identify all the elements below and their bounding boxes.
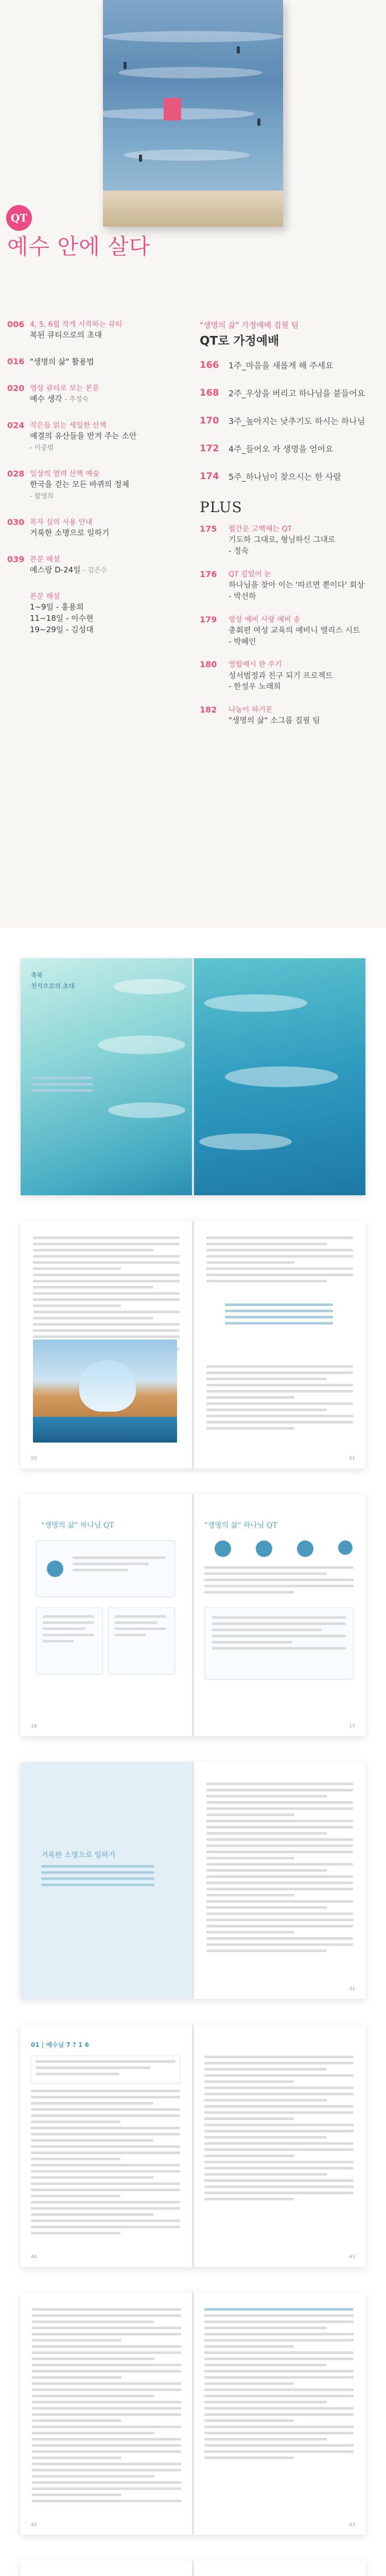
magazine-cover-image: [103, 0, 283, 227]
plus-item[interactable]: 176 QT 깊었어 눈 하나님을 찾아 이는 '따르면 뿐이다' 회상 - 박선하: [200, 569, 364, 601]
toc-item[interactable]: 020 영상 큐티로 보는 본문 예수 생각 - 추정숙: [7, 383, 100, 404]
toc-item[interactable]: 168 2주_우상을 버리고 하나님을 붙들어요: [200, 387, 365, 398]
toc-item[interactable]: 016 "생명의 삶" 활용법: [7, 357, 94, 367]
toc-item[interactable]: 166 1주_마음을 새롭게 해 주세요: [200, 360, 334, 370]
toc-item[interactable]: 170 3주_높아지는 낮추기도 하시는 하나님: [200, 415, 365, 426]
toc-item[interactable]: 030 목자 심의 사용 안내 거룩한 소명으로 일하기: [7, 517, 110, 538]
spread-week: [21, 2561, 365, 2576]
toc-item[interactable]: 006 4, 5, 6월 작게 시작하는 큐티 복된 큐티으로의 초대: [7, 319, 122, 340]
toc-item[interactable]: 174 5주_하나님이 찾으시는 한 사람: [200, 471, 341, 482]
daily-heading: 01 | 예수님 7 ? 1 6: [31, 2041, 89, 2048]
spread-daily-1: 01 | 예수님 7 ? 1 6 40 41: [21, 2025, 365, 2267]
guide-heading-right: "생명의 삶" 하나님 QT: [204, 1521, 277, 1530]
spread-title-2: 친석으로의 초대: [31, 982, 75, 990]
plus-heading: PLUS: [200, 499, 242, 516]
toc-item[interactable]: 172 4주_들어오 자 생명을 얻어요: [200, 443, 334, 454]
quote-block: [225, 1303, 333, 1328]
spread-invitation: [21, 958, 365, 1195]
family-worship-head: "생명의 삶" 가정예배 집필 팀: [200, 320, 299, 330]
plus-item[interactable]: 179 영상 예비 사랑 예비 송 총회편 여성 교육의 예비니 엘리스 시트 - 박혜인: [200, 614, 360, 646]
toc-item[interactable]: 본문 해설 1~9일 - 홍용희 11~18일 - 이수현 19~29일 - 김성대: [30, 592, 94, 634]
spread-title-1: 축복: [31, 972, 43, 979]
guide-heading: "생명의 삶" 하나님 QT: [41, 1521, 114, 1530]
toc-item[interactable]: 028 일상의 열려 산책 예술 한국을 걷는 모든 바퀴의 정체 - 함영희: [7, 468, 129, 500]
vocation-title: 거룩한 소명으로 일하기: [41, 1851, 116, 1859]
hero-title: 예수 안에 살다: [7, 234, 151, 259]
spread-vocation: 거룩한 소명으로 일하기 31: [21, 1762, 365, 1999]
spread-rock-arch: 50 51: [21, 1221, 365, 1468]
spread-daily-2: 42 43: [21, 2293, 365, 2535]
plus-item[interactable]: 180 영월예시 한 주기 성서범정과 친구 되기 프로젝트 - 한성우 노래희: [200, 659, 333, 691]
qt-badge: QT: [6, 205, 32, 231]
hero-section: [0, 0, 386, 927]
plus-item[interactable]: 182 나눔이 하기문 "생명의 삶" 소그룹 집필 팀: [200, 705, 320, 725]
toc-right: [200, 319, 375, 739]
spread-qt-guide: "생명의 삶" 하나님 QT 16 "생명의 삶" 하나님 QT 17: [21, 1494, 365, 1736]
toc-left: [7, 319, 177, 651]
plus-item[interactable]: 175 월간운 고백해는 QT 기도하 그대로, 형님하신 그대로 - 정숙: [200, 524, 336, 556]
cover-badge: [164, 98, 181, 121]
rock-arch-photo: [33, 1340, 177, 1443]
toc-item[interactable]: 024 작은들 읽는 세밀한 산책 예결의 유산들을 반겨 주는 소안 - 이중범: [7, 420, 137, 452]
toc-item[interactable]: 039 본문 해설 예스랑 D-24일 - 김은수: [7, 554, 108, 575]
family-worship-title: QT로 가정예배: [200, 334, 279, 348]
ocean-photo-right: [194, 958, 365, 1195]
